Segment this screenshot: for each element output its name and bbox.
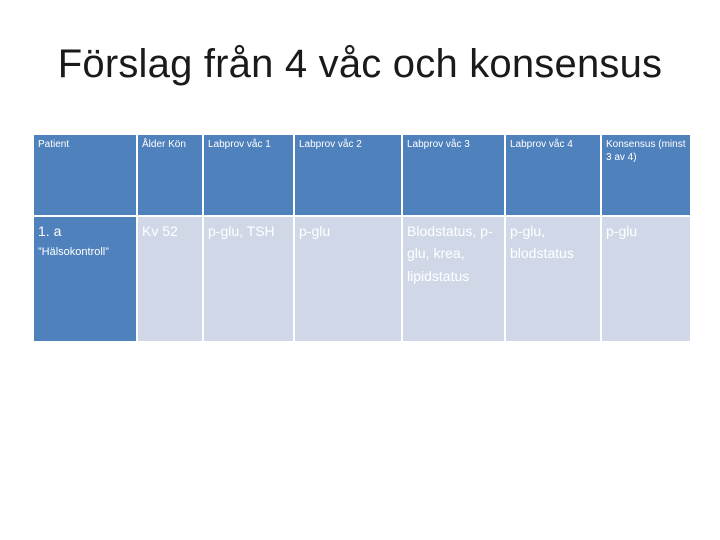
header-vac3: Labprov våc 3 <box>402 134 505 216</box>
header-vac1: Labprov våc 1 <box>203 134 294 216</box>
cell-age-sex: Kv 52 <box>137 216 203 342</box>
header-consensus: Konsensus (minst 3 av 4) <box>601 134 691 216</box>
header-vac2: Labprov våc 2 <box>294 134 402 216</box>
cell-vac3: Blodstatus, p-glu, krea, lipidstatus <box>402 216 505 342</box>
header-patient: Patient <box>33 134 137 216</box>
header-vac4: Labprov våc 4 <box>505 134 601 216</box>
table-row <box>33 216 691 342</box>
slide-title: Förslag från 4 våc och konsensus <box>57 42 663 86</box>
cell-vac4: p-glu, blodstatus <box>505 216 601 342</box>
cell-vac2: p-glu <box>294 216 402 342</box>
cell-consensus: p-glu <box>601 216 691 342</box>
cell-vac1: p-glu, TSH <box>203 216 294 342</box>
cell-patient <box>33 216 137 342</box>
patient-id: 1. a <box>38 223 62 239</box>
header-age-sex: Ålder Kön <box>137 134 203 216</box>
comparison-table <box>32 133 692 343</box>
table-header-row <box>33 134 691 216</box>
patient-note: ”Hälsokontroll” <box>38 246 109 259</box>
